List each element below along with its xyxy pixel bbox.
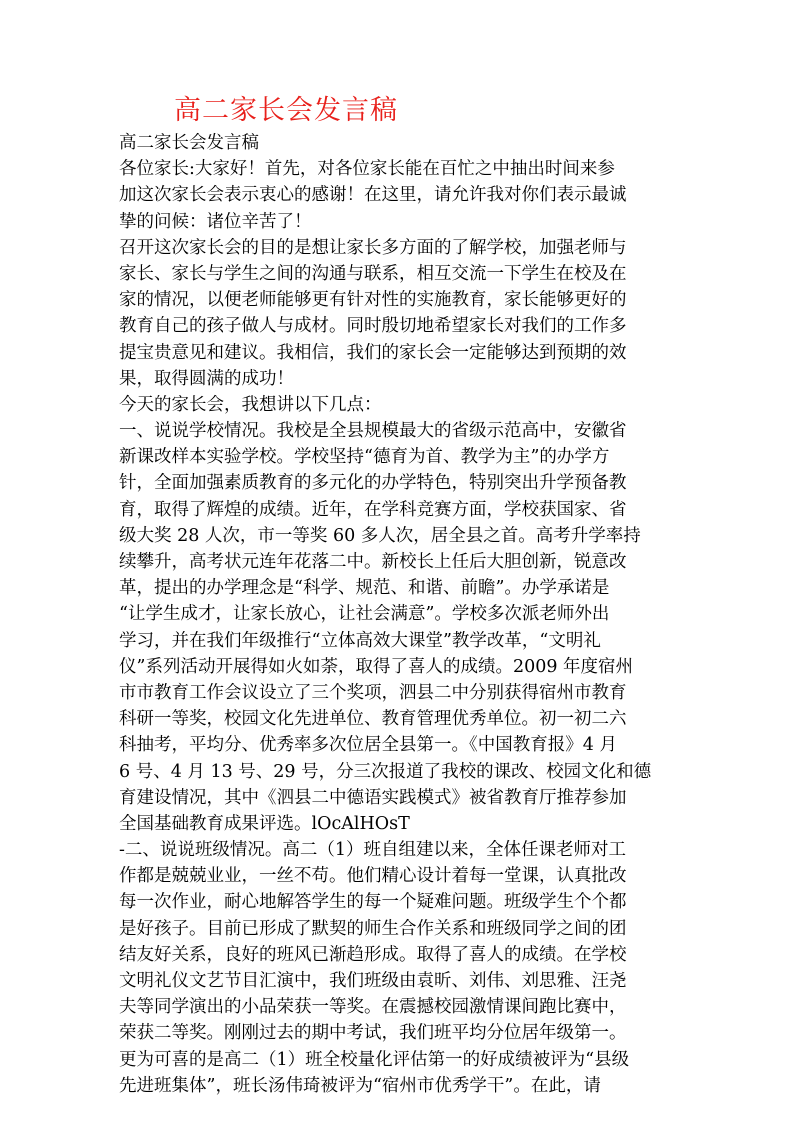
text-line: 果，取得圆满的成功！ <box>119 368 294 389</box>
text-line: 针，全面加强素质教育的多元化的办学特色，特别突出升学预备教 <box>119 473 627 494</box>
text-line: 学习，并在我们年级推行“立体高效大课堂”教学改革，“文明礼 <box>119 630 601 651</box>
text-line: 全国基础教育成果评选。lOcAlHOsT <box>119 813 410 834</box>
text-line: 今天的家长会，我想讲以下几点： <box>119 394 382 415</box>
text-line: 新课改样本实验学校。学校坚持“德育为首、教学为主”的办学方 <box>119 447 610 468</box>
text-line: 市市教育工作会议设立了三个奖项，泗县二中分别获得宿州市教育 <box>119 682 627 703</box>
text-line: 科研一等奖，校园文化先进单位、教育管理优秀单位。初一初二六 <box>119 709 627 730</box>
text-line: 结友好关系，良好的班风已渐趋形成。取得了喜人的成绩。在学校 <box>119 944 627 965</box>
text-line: 提宝贵意见和建议。我相信，我们的家长会一定能够达到预期的效 <box>119 342 627 363</box>
text-line: 作都是兢兢业业，一丝不苟。他们精心设计着每一堂课，认真批改 <box>119 866 627 887</box>
text-line: 续攀升，高考状元连年花落二中。新校长上任后大胆创新，锐意改 <box>119 552 627 572</box>
text-line: 仪”系列活动开展得如火如荼，取得了喜人的成绩。2009 年度宿州 <box>119 656 634 677</box>
text-line: 更为可喜的是高二（1）班全校量化评估第一的好成绩被评为“县级 <box>119 1049 630 1070</box>
text-line: 荣获二等奖。刚刚过去的期中考试，我们班平均分位居年级第一。 <box>119 1023 627 1044</box>
text-line: 家的情况，以便老师能够更有针对性的实施教育，家长能够更好的 <box>119 290 627 311</box>
text-line: 是好孩子。目前已形成了默契的师生合作关系和班级同学之间的团 <box>119 918 627 939</box>
text-line: 各位家长:大家好！首先，对各位家长能在百忙之中抽出时间来参 <box>119 159 615 180</box>
text-line: 一、说说学校情况。我校是全县规模最大的省级示范高中，安徽省 <box>119 421 627 442</box>
text-line: 夫等同学演出的小品荣获一等奖。在震撼校园激情课间跑比赛中， <box>119 997 627 1018</box>
text-line: -二、说说班级情况。高二（1）班自组建以来，全体任课老师对工 <box>119 840 627 861</box>
text-line: 教育自己的孩子做人与成材。同时殷切地希望家长对我们的工作多 <box>119 316 627 337</box>
text-line: 文明礼仪文艺节目汇演中，我们班级由袁昕、刘伟、刘思雅、汪尧 <box>119 971 627 991</box>
text-line: 级大奖 28 人次，市一等奖 60 多人次，居全县之首。高考升学率持 <box>119 525 641 546</box>
text-line: 6 号、4 月 13 号、29 号，分三次报道了我校的课改、校园文化和德 <box>119 761 652 782</box>
text-line: 育建设情况，其中《泗县二中德语实践模式》被省教育厅推荐参加 <box>119 787 627 808</box>
text-line: 每一次作业，耐心地解答学生的每一个疑难问题。班级学生个个都 <box>119 892 627 913</box>
text-line: 家长、家长与学生之间的沟通与联系，相互交流一下学生在校及在 <box>119 263 627 284</box>
text-line: 挚的问候：诸位辛苦了！ <box>119 211 312 232</box>
text-line: 高二家长会发言稿 <box>119 133 259 153</box>
text-line: 革，提出的办学理念是“科学、规范、和谐、前瞻”。办学承诺是 <box>119 578 610 599</box>
text-line: 召开这次家长会的目的是想让家长多方面的了解学校，加强老师与 <box>119 237 627 258</box>
text-line: 先进班集体”，班长汤伟琦被评为“宿州市优秀学干”。在此，请 <box>119 1075 601 1096</box>
text-line: 科抽考，平均分、优秀率多次位居全县第一。《中国教育报》4 月 <box>119 735 617 756</box>
document-title: 高二家长会发言稿 <box>174 95 398 126</box>
text-line: 加这次家长会表示衷心的感谢！在这里，请允许我对你们表示最诚 <box>119 185 627 206</box>
text-line: “让学生成才，让家长放心，让社会满意”。学校多次派老师外出 <box>119 604 610 625</box>
document-body <box>119 130 679 1099</box>
text-line: 育，取得了辉煌的成绩。近年，在学科竞赛方面，学校获国家、省 <box>119 499 627 520</box>
